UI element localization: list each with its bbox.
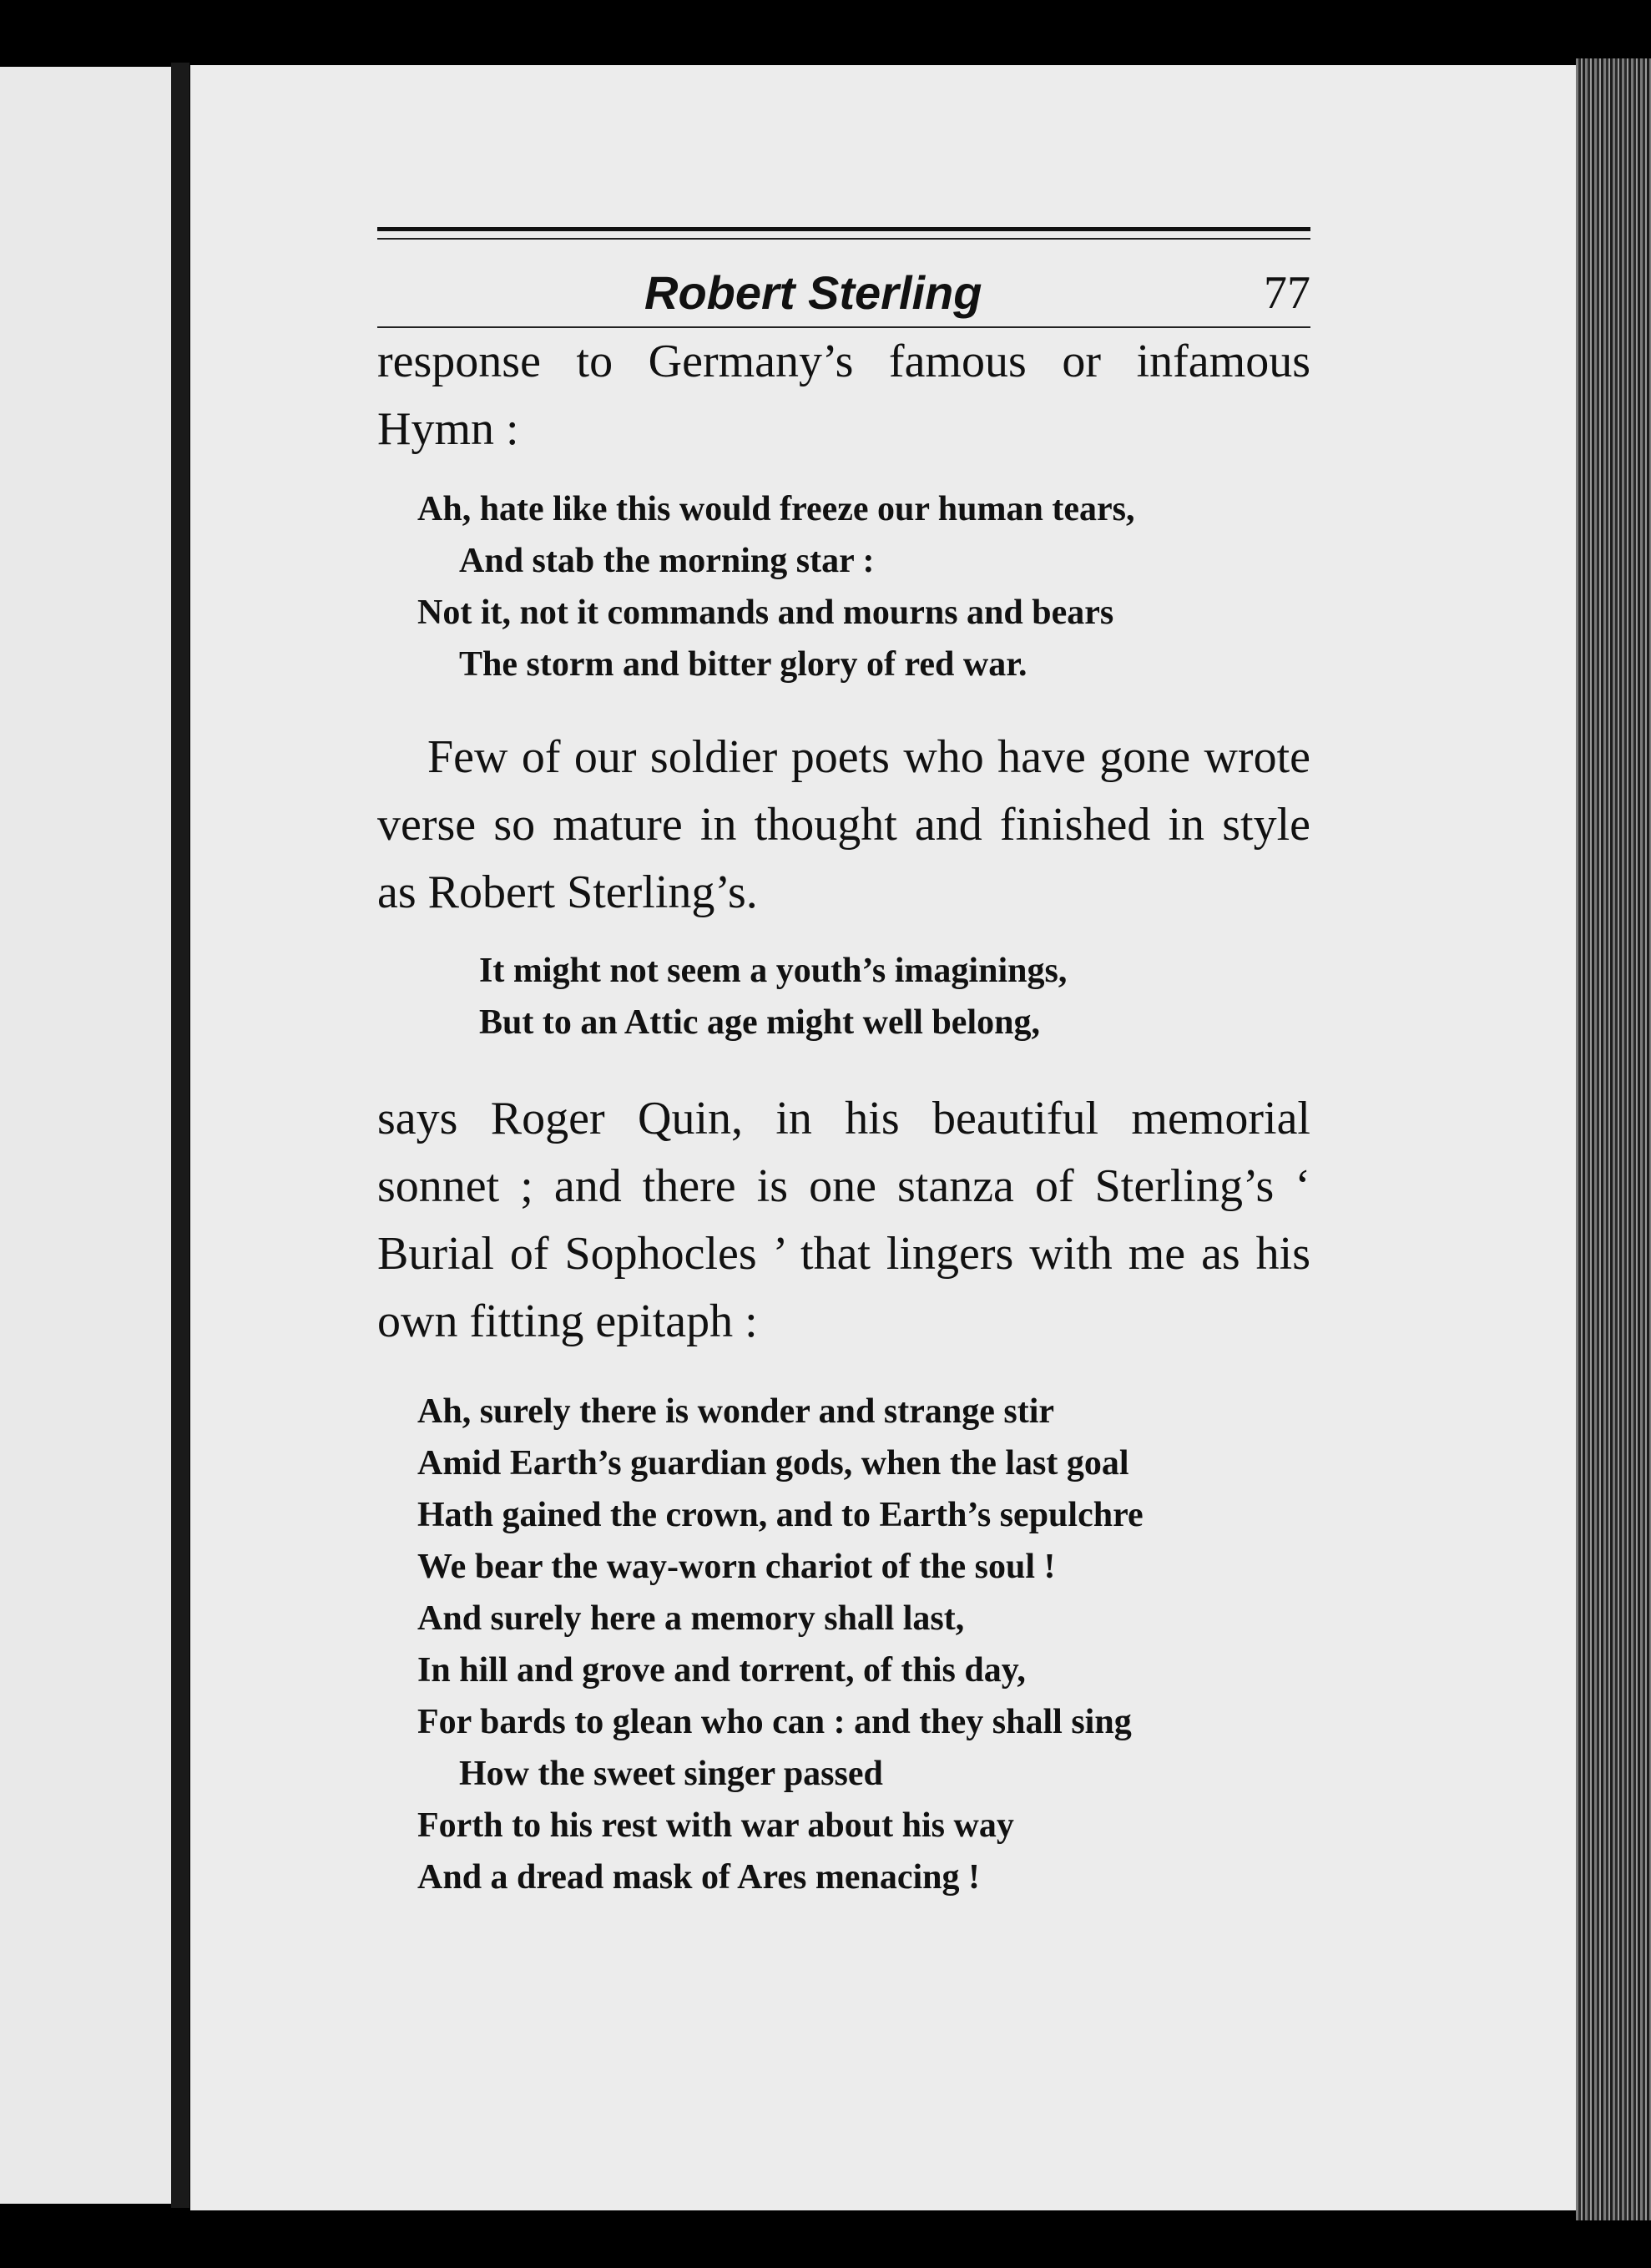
paragraph-2: Few of our soldier poets who have gone wrote verse so mature in thought and finished in style as Robert Sterling’s. — [377, 731, 1310, 918]
page-header — [377, 240, 1310, 326]
paragraph-3: says Roger Quin, in his beautiful memorial sonnet ; and there is one stanza of Sterling’s ‘ Burial of Sophocles ’ that lingers with me as his own fitting epitaph : — [377, 1093, 1310, 1347]
paragraph-1: response to Germany’s famous or infamous Hymn : — [377, 336, 1310, 455]
verse-line: Hath gained the crown, and to Earth’s sepulchre — [417, 1496, 1144, 1534]
verse-line: Ah, surely there is wonder and strange stir — [417, 1392, 1055, 1431]
verse-line: The storm and bitter glory of red war. — [459, 645, 1027, 684]
verse-line: For bards to glean who can : and they shall sing — [417, 1703, 1132, 1741]
verse-line: How the sweet singer passed — [459, 1755, 883, 1793]
verse-line: And stab the morning star : — [459, 542, 875, 580]
verse-line: In hill and grove and torrent, of this day, — [417, 1651, 1026, 1690]
poem-2 — [417, 1386, 1310, 1903]
verse-line: Forth to his rest with war about his way — [417, 1806, 1014, 1845]
verse-line: And a dread mask of Ares menacing ! — [417, 1858, 980, 1897]
facing-page-edge — [0, 67, 171, 2204]
page-content — [377, 227, 1310, 1903]
verse-line: We bear the way-worn chariot of the soul ! — [417, 1548, 1056, 1586]
verse-line: It might not seem a youth’s imaginings, — [479, 952, 1068, 990]
page-number: 77 — [1264, 267, 1310, 319]
running-head: Robert Sterling — [644, 266, 982, 319]
book-gutter — [171, 63, 189, 2208]
quoted-lines — [479, 945, 1310, 1048]
verse-line: Amid Earth’s guardian gods, when the last goal — [417, 1444, 1129, 1483]
verse-line: Not it, not it commands and mourns and bears — [417, 594, 1114, 632]
verse-line: Ah, hate like this would freeze our human tears, — [417, 490, 1135, 528]
poem-1 — [417, 483, 1310, 690]
verse-line: And surely here a memory shall last, — [417, 1599, 965, 1638]
page-edges — [1576, 58, 1651, 2220]
verse-line: But to an Attic age might well belong, — [479, 1003, 1040, 1042]
header-rule-top — [377, 227, 1310, 231]
